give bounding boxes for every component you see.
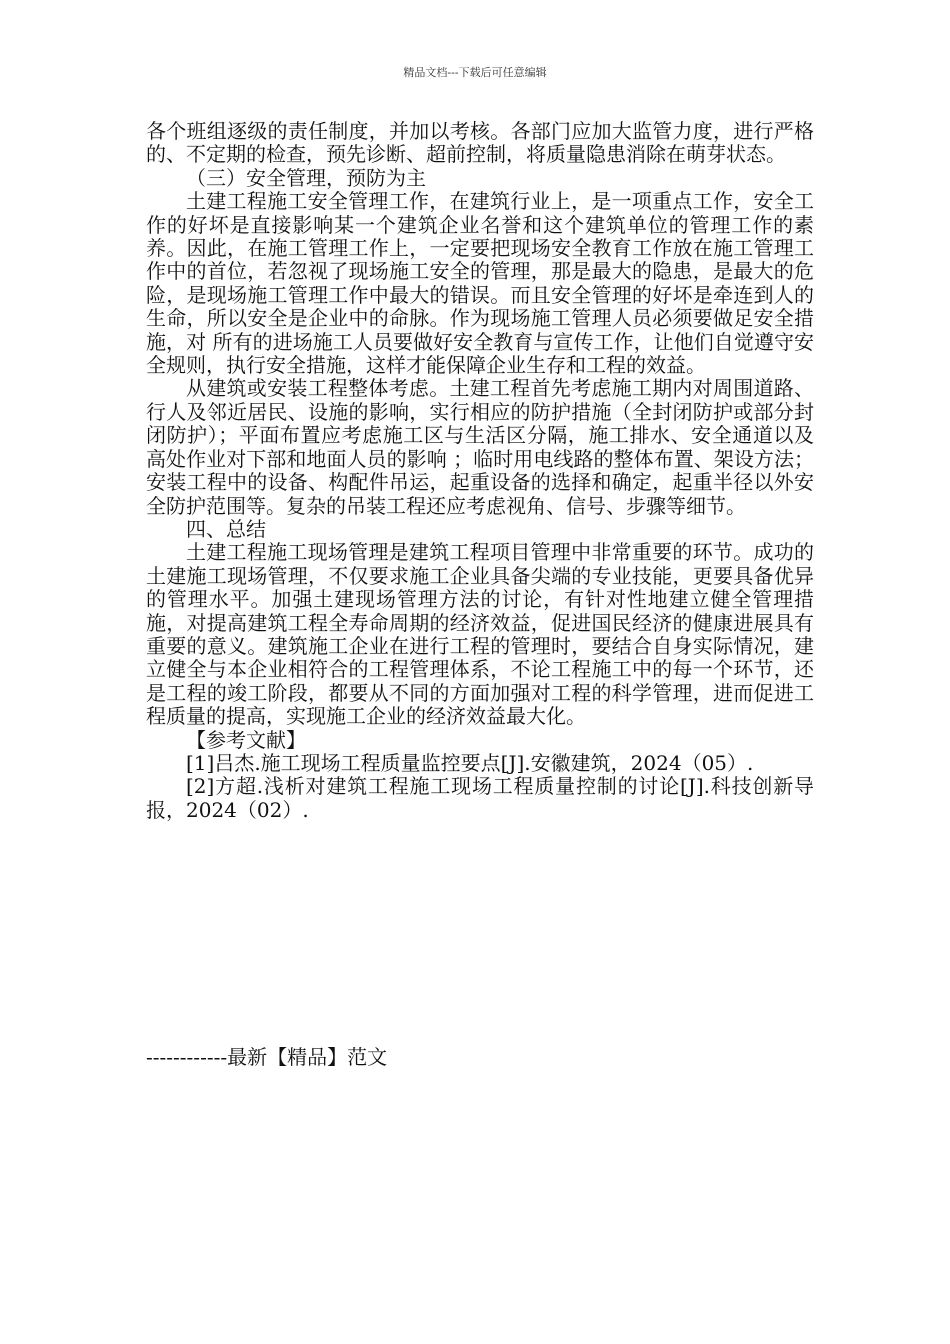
reference-item: [2]方超.浅析对建筑工程施工现场工程质量控制的讨论[J].科技创新导报，2024（02）. <box>146 774 814 822</box>
paragraph-overall-consideration: 从建筑或安装工程整体考虑。土建工程首先考虑施工期内对周围道路、行人及邻近居民、设施的影响，实行相应的防护措施（全封闭防护或部分封闭防护）；平面布置应考虑施工区与生活区分隔，施工排水、安全通道以及高处作业对下部和地面人员的影响 ；临时用电线路的整体布置、架设方法；安装工程中的设备、构配件吊运，起重设备的选择和确定，起重半径以外安全防护范围等。复杂的吊装工程还应考虑视角、信号、步骤等细节。 <box>146 376 814 518</box>
section-heading-safety: （三）安全管理，预防为主 <box>186 165 426 190</box>
paragraph-summary: 土建工程施工现场管理是建筑工程项目管理中非常重要的环节。成功的土建施工现场管理，不仅要求施工企业具备尖端的专业技能，更要具备优异的管理水平。加强土建现场管理方法的讨论，有针对性地建立健全管理措施，对提高建筑工程全寿命周期的经济效益，促进国民经济的健康进展具有重要的意义。建筑施工企业在进行工程的管理时，要结合自身实际情况，建立健全与本企业相符合的工程管理体系，不论工程施工中的每一个环节，还是工程的竣工阶段，都要从不同的方面加强对工程的科学管理，进而促进工程质量的提高，实现施工企业的经济效益最大化。 <box>146 540 814 729</box>
references-heading: 【参考文献】 <box>186 727 306 752</box>
paragraph-safety-management: 土建工程施工安全管理工作，在建筑行业上，是一项重点工作，安全工作的好坏是直接影响某一个建筑企业名誉和这个建筑单位的管理工作的素养。因此，在施工管理工作上，一定要把现场安全教育工作放在施工管理工作中的首位，若忽视了现场施工安全的管理，那是最大的隐患，是最大的危险，是现场施工管理工作中最大的错误。而且安全管理的好坏是牵连到人的生命，所以安全是企业中的命脉。作为现场施工管理人员必须要做足安全措施，对 所有的进场施工人员要做好安全教育与宣传工作，让他们自觉遵守安全规则，执行安全措施，这样才能保障企业生存和工程的效益。 <box>146 189 814 378</box>
page-footer: ------------最新【精品】范文 <box>146 1045 388 1069</box>
page-header: 精品文档---下载后可任意编辑 <box>403 66 547 79</box>
paragraph-quality-continuation: 各个班组逐级的责任制度，并加以考核。各部门应加大监管力度，进行严格的、不定期的检查，预先诊断、超前控制，将质量隐患消除在萌芽状态。 <box>146 119 814 167</box>
reference-item: [1]吕杰.施工现场工程质量监控要点[J].安徽建筑，2024（05）. <box>186 750 754 775</box>
document-body <box>146 120 814 822</box>
section-heading-summary: 四、总结 <box>186 516 266 541</box>
